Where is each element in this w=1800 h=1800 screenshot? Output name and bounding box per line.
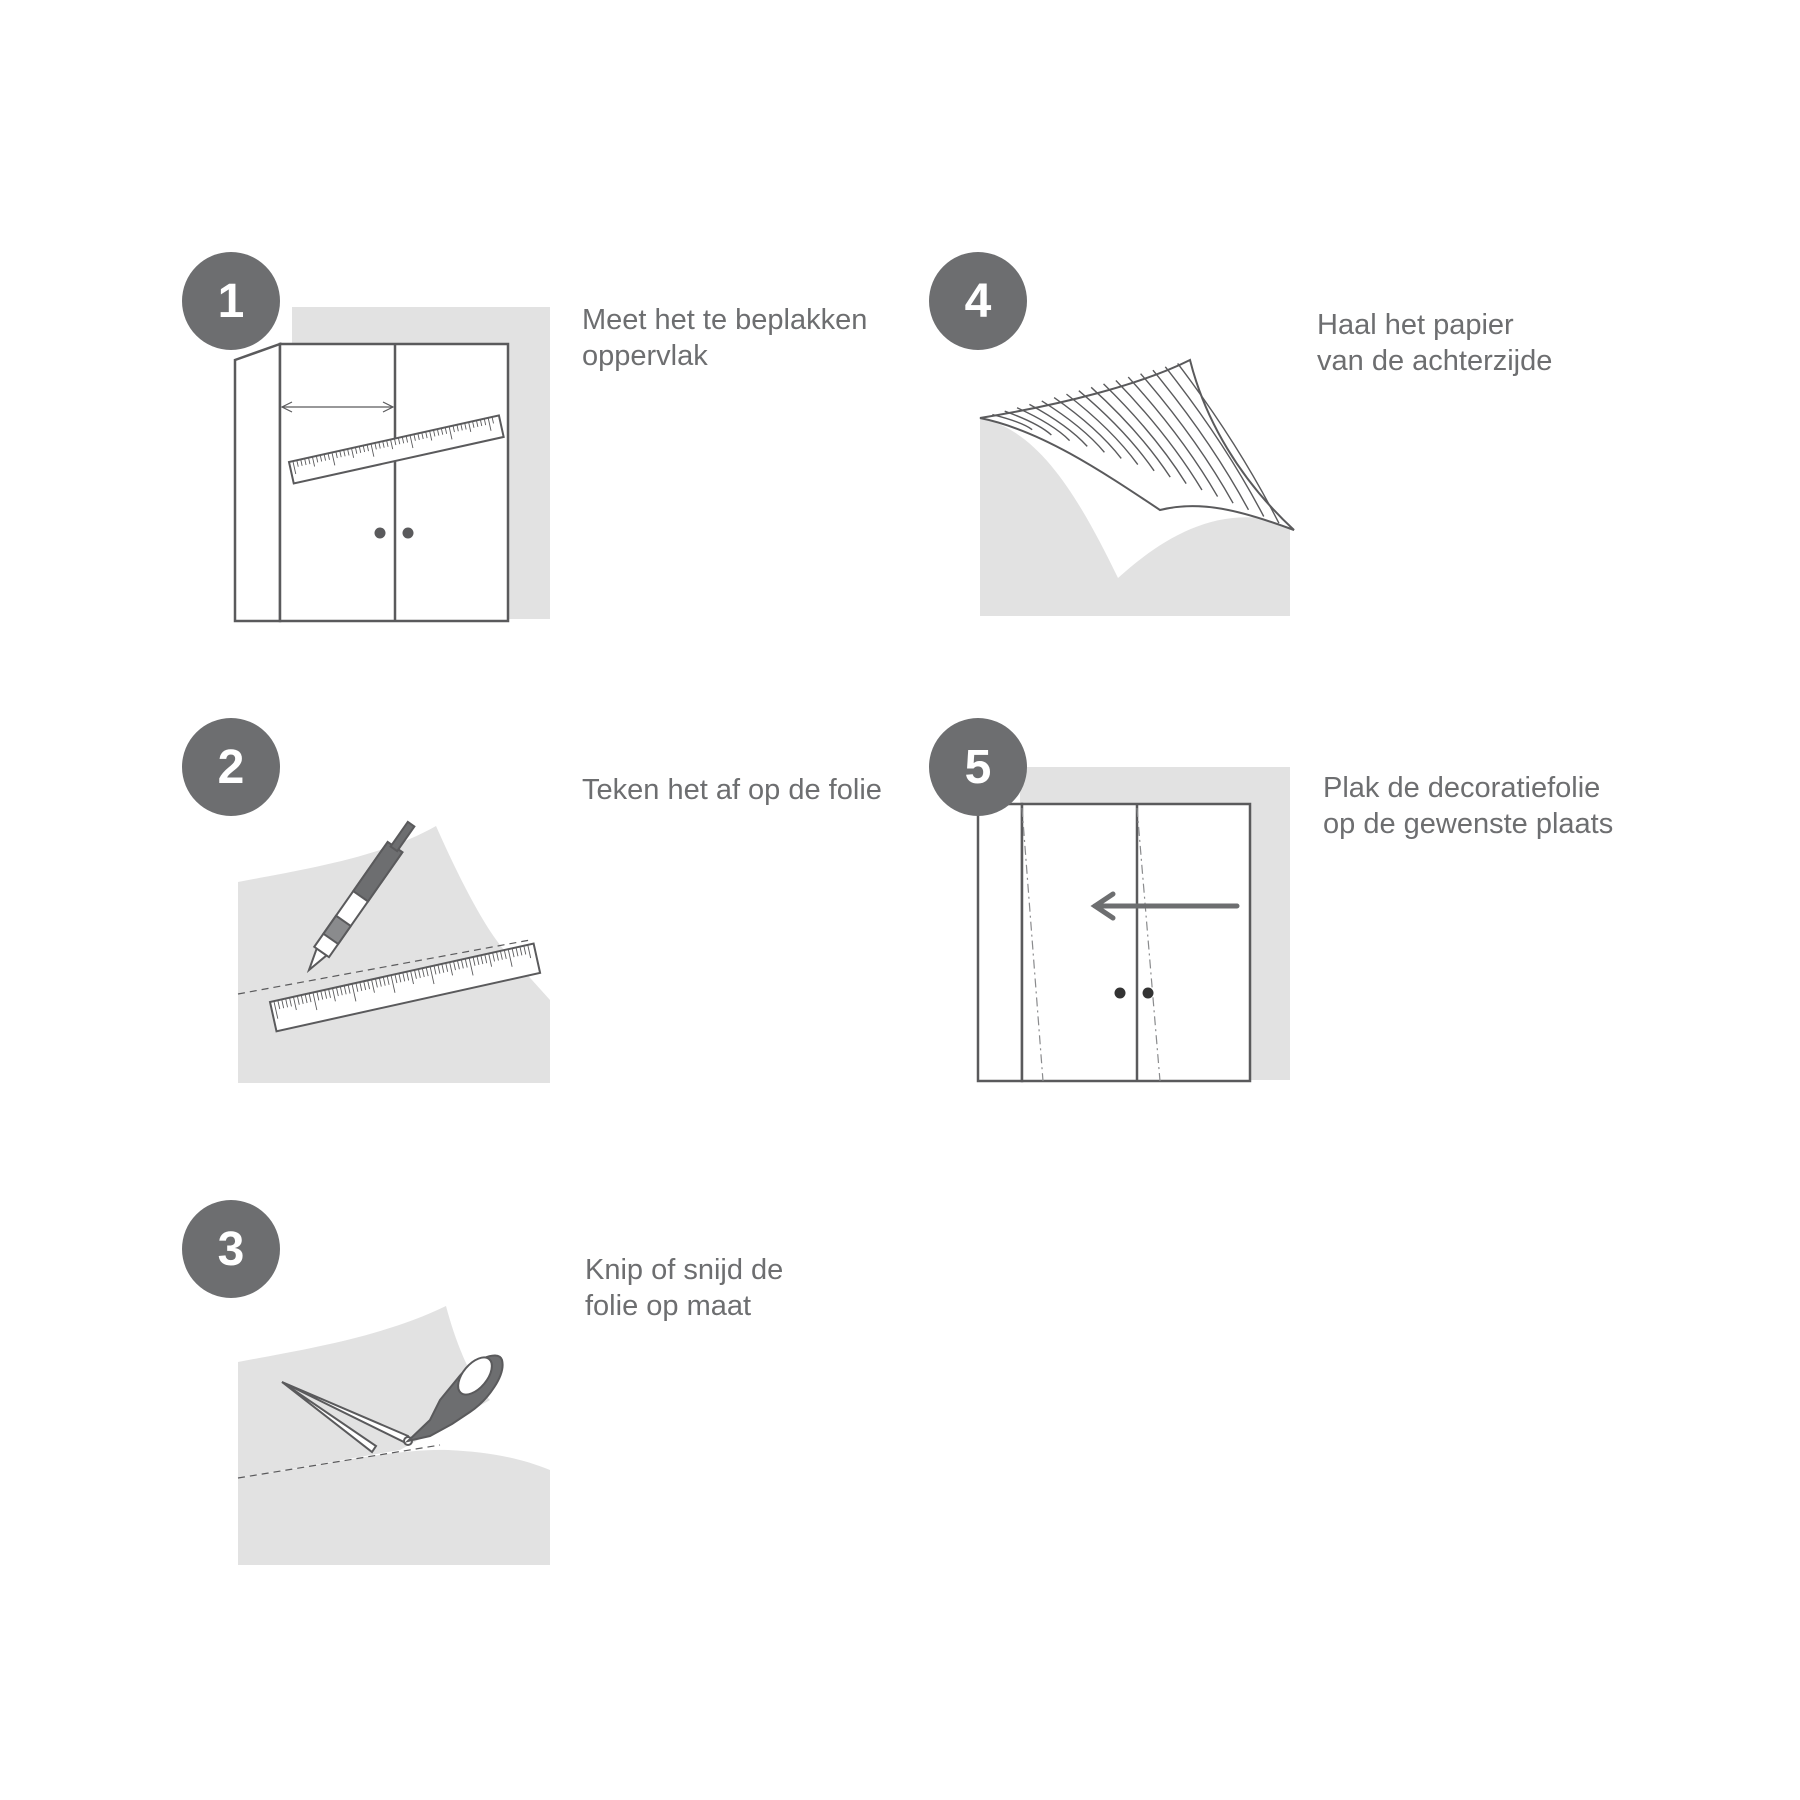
step-3-caption: Knip of snijd de folie op maat [585,1254,784,1322]
step-4-number-badge: 4 [929,252,1027,350]
step-1-caption: Meet het te beplakken oppervlak [582,304,868,372]
step-2-caption: Teken het af op de folie [582,774,882,806]
step-5-number-badge: 5 [929,718,1027,816]
knob-left [1115,988,1126,999]
step-2-number-badge: 2 [182,718,280,816]
step-5-caption: Plak de decoratiefolie op de gewenste plaats [1323,772,1614,840]
step-4-caption: Haal het papier van de achterzijde [1317,309,1553,377]
cabinet-icon [978,804,1250,1081]
step-1-number-badge: 1 [182,252,280,350]
step-3-number-badge: 3 [182,1200,280,1298]
knob-right [1143,988,1154,999]
